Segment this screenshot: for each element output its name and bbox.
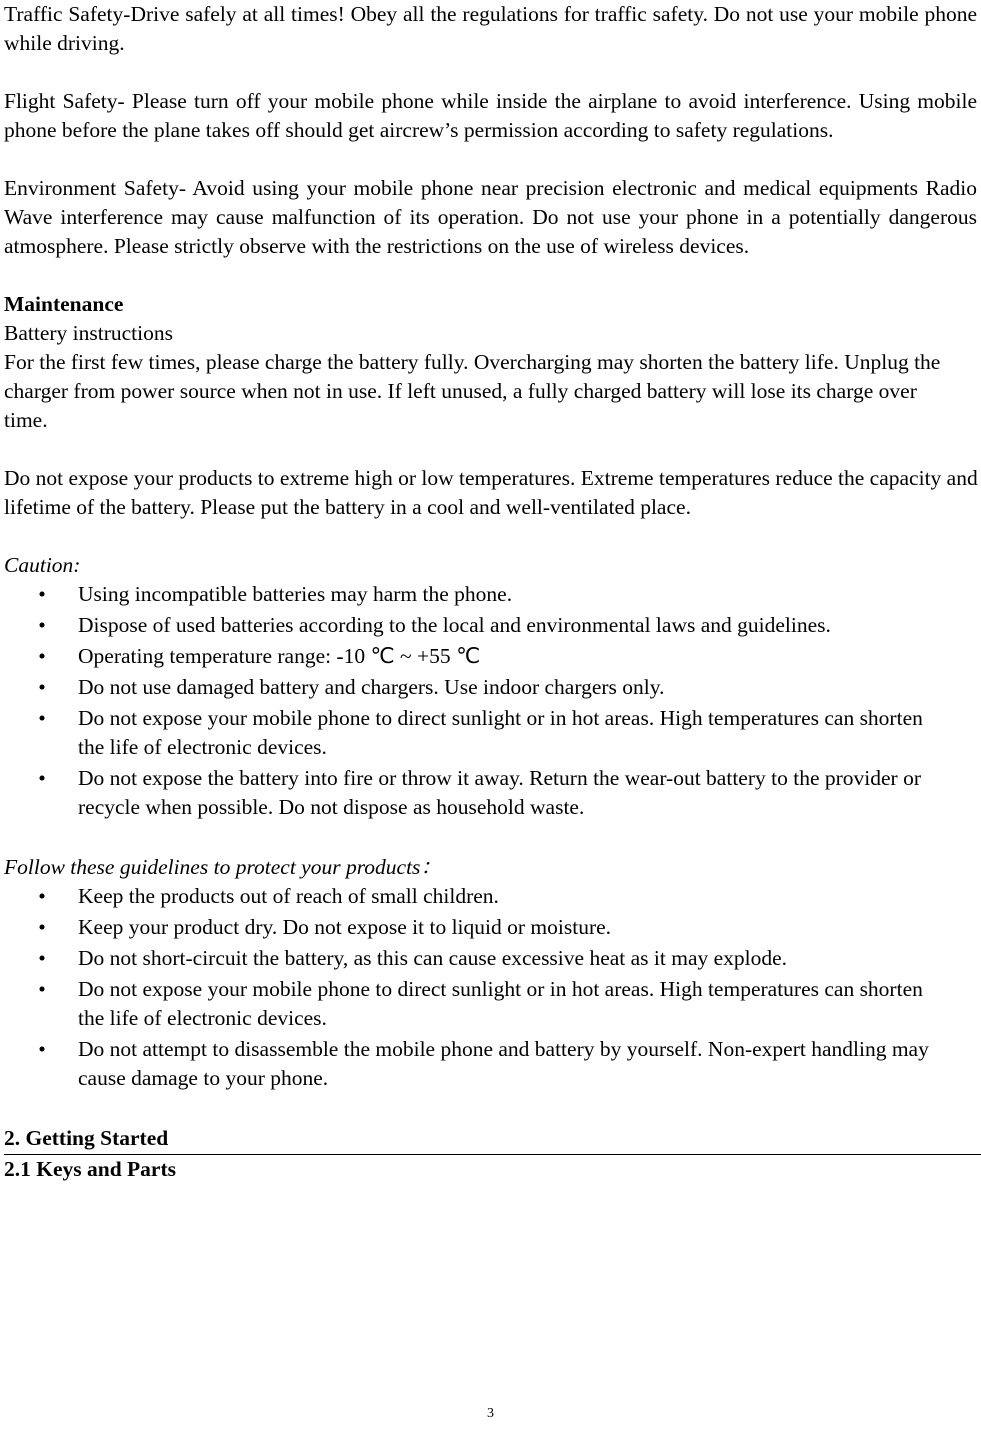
bullet-icon: • — [38, 644, 46, 668]
list-item — [4, 611, 977, 640]
bullet-icon: • — [38, 884, 46, 908]
environment-safety-paragraph: Environment Safety- Avoid using your mobile phone near precision electronic and medical equipments Radio Wave interference may cause malfunction of its operation. Do not use your phone in a potentially dangerous atmosphere. Please strictly observe with the restrictions on the use of wireless devices. — [4, 176, 977, 258]
list-item-text: Do not short-circuit the battery, as this can cause excessive heat as it may explode. — [78, 946, 788, 970]
guidelines-list — [4, 882, 977, 1093]
list-item — [4, 975, 977, 1033]
temperature-range-text — [78, 644, 480, 668]
spacer — [4, 261, 977, 290]
list-item — [4, 944, 977, 973]
page-number: 3 — [487, 1406, 494, 1421]
guidelines-label: Follow these guidelines to protect your products： — [4, 855, 442, 879]
list-item-text: Do not expose your mobile phone to direct sunlight or in hot areas. High temperatures can shorten the life of electronic devices. — [78, 706, 923, 759]
celsius-unit: ℃ — [370, 644, 395, 668]
temp-separator: ~ +55 — [394, 644, 457, 668]
list-item-text: Using incompatible batteries may harm the phone. — [78, 582, 513, 606]
list-item-text: Do not attempt to disassemble the mobile phone and battery by yourself. Non-expert handling may cause damage to your phone. — [78, 1037, 929, 1090]
celsius-unit: ℃ — [456, 644, 481, 668]
bullet-icon: • — [38, 706, 46, 730]
caution-list — [4, 580, 977, 822]
list-item — [4, 913, 977, 942]
list-item-text: Do not expose your mobile phone to direct sunlight or in hot areas. High temperatures can shorten the life of electronic devices. — [78, 977, 923, 1030]
list-item — [4, 673, 977, 702]
temp-prefix: Operating temperature range: -10 — [78, 644, 371, 668]
bullet-icon: • — [38, 766, 46, 790]
caution-label: Caution: — [4, 553, 81, 577]
getting-started-heading: 2. Getting Started — [4, 1124, 981, 1155]
list-item-text: Keep your product dry. Do not expose it to liquid or moisture. — [78, 915, 612, 939]
maintenance-heading: Maintenance — [4, 292, 124, 316]
bullet-icon: • — [38, 613, 46, 637]
spacer — [4, 145, 977, 174]
bullet-icon: • — [38, 915, 46, 939]
spacer — [4, 522, 977, 551]
battery-instructions-heading: Battery instructions — [4, 321, 173, 345]
traffic-safety-paragraph: Traffic Safety-Drive safely at all times! Obey all the regulations for traffic safety. Do not use your mobile phone while driving. — [4, 2, 977, 55]
temperature-paragraph: Do not expose your products to extreme high or low temperatures. Extreme temperatures reduce the capacity and lifetime of the battery. Please put the battery in a cool and well-ventilated place. — [4, 466, 978, 519]
list-item — [4, 882, 977, 911]
battery-instructions-paragraph: For the first few times, please charge the battery fully. Overcharging may shorten the battery life. Unplug the charger from power source when not in use. If left unused, a fully charged battery will lose its charge over time. — [4, 350, 941, 432]
spacer — [4, 1095, 977, 1124]
list-item — [4, 764, 977, 822]
list-item — [4, 704, 977, 762]
flight-safety-paragraph: Flight Safety- Please turn off your mobile phone while inside the airplane to avoid interference. Using mobile phone before the plane takes off should get aircrew’s permission according to safety regulations. — [4, 89, 977, 142]
bullet-icon: • — [38, 977, 46, 1001]
spacer — [4, 824, 977, 853]
spacer — [4, 58, 977, 87]
bullet-icon: • — [38, 675, 46, 699]
bullet-icon: • — [38, 1037, 46, 1061]
list-item-text: Do not use damaged battery and chargers. Use indoor chargers only. — [78, 675, 665, 699]
bullet-icon: • — [38, 582, 46, 606]
list-item — [4, 642, 977, 671]
spacer — [4, 435, 977, 464]
keys-and-parts-heading: 2.1 Keys and Parts — [4, 1157, 176, 1181]
bullet-icon: • — [38, 946, 46, 970]
list-item-text: Do not expose the battery into fire or throw it away. Return the wear-out battery to the provider or recycle when possible. Do not dispose as household waste. — [78, 766, 921, 819]
list-item — [4, 1035, 977, 1093]
list-item-text: Keep the products out of reach of small children. — [78, 884, 499, 908]
list-item — [4, 580, 977, 609]
list-item-text: Dispose of used batteries according to the local and environmental laws and guidelines. — [78, 613, 831, 637]
document-page — [4, 0, 977, 1184]
